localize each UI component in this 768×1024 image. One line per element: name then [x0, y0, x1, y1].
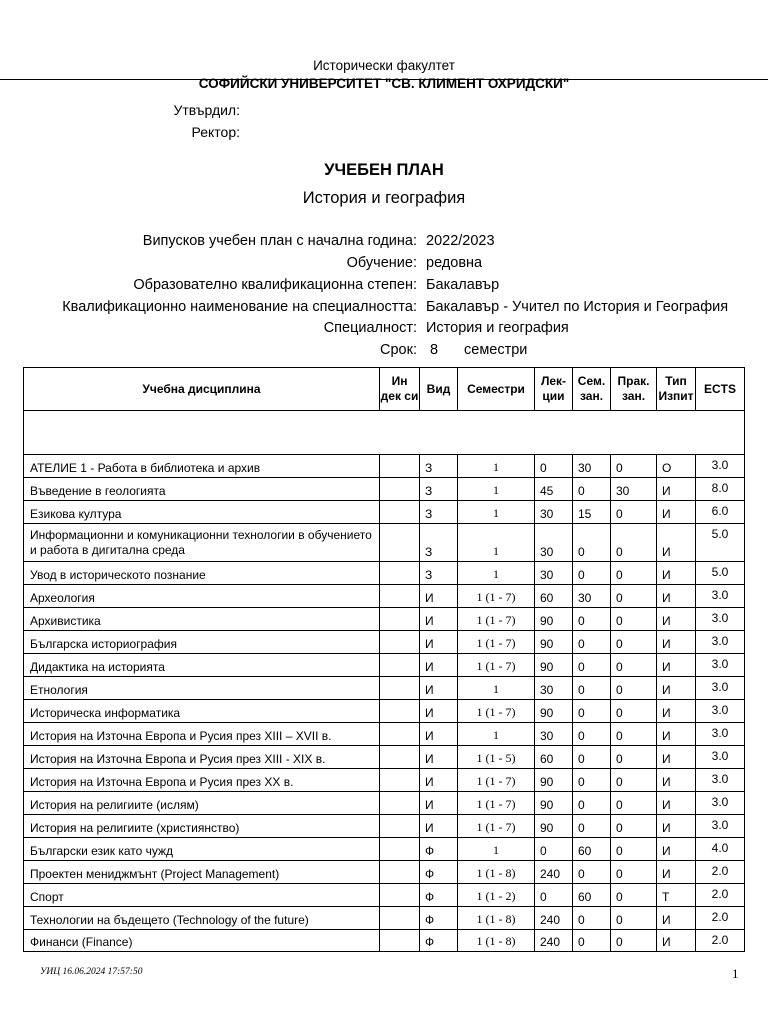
lectures-cell: 30	[535, 524, 573, 562]
page-number: 1	[732, 966, 739, 981]
index-cell	[380, 585, 420, 608]
discipline-cell: Проектен мениджмънт (Project Management)	[24, 861, 380, 884]
ects-cell: 5.0	[696, 562, 745, 585]
type-cell: И	[420, 654, 458, 677]
term-value: 8	[430, 342, 439, 358]
program-name: История и география	[302, 189, 466, 207]
index-cell	[380, 478, 420, 501]
lectures-cell: 240	[535, 861, 573, 884]
exam-type-cell: И	[657, 631, 696, 654]
semester-cell: 1	[458, 723, 535, 746]
table-row	[24, 907, 745, 930]
practice-cell: 0	[611, 792, 657, 815]
semester-cell: 1 (1 - 8)	[458, 930, 535, 952]
practice-cell: 0	[611, 524, 657, 562]
type-cell: И	[420, 700, 458, 723]
table-row	[24, 478, 745, 501]
discipline-cell: Информационни и комуникационни технологии в обучението и работа в дигитална среда	[24, 524, 380, 562]
index-cell	[380, 746, 420, 769]
year-label: Випусков учебен план с начална година:	[142, 233, 417, 249]
discipline-cell: АТЕЛИЕ 1 - Работа в библиотека и архив	[24, 455, 380, 478]
seminars-cell: 0	[573, 907, 611, 930]
degree-value: Бакалавър	[426, 277, 500, 293]
seminars-cell: 0	[573, 815, 611, 838]
ects-cell: 3.0	[696, 700, 745, 723]
index-cell	[380, 884, 420, 907]
table-row	[24, 608, 745, 631]
semester-cell: 1 (1 - 8)	[458, 861, 535, 884]
index-cell	[380, 700, 420, 723]
semester-cell: 1	[458, 478, 535, 501]
table-header-row	[24, 368, 745, 411]
exam-type-cell: И	[657, 769, 696, 792]
table-row	[24, 501, 745, 524]
qualification-label: Квалификационно наименование на специалността:	[62, 299, 417, 315]
header-seminars: Сем. зан.	[573, 368, 611, 411]
exam-type-cell: И	[657, 677, 696, 700]
table-row	[24, 861, 745, 884]
lectures-cell: 90	[535, 700, 573, 723]
type-cell: З	[420, 478, 458, 501]
table-row	[24, 677, 745, 700]
index-cell	[380, 769, 420, 792]
ects-cell: 3.0	[696, 815, 745, 838]
semester-cell: 1 (1 - 7)	[458, 654, 535, 677]
ects-cell: 6.0	[696, 501, 745, 524]
seminars-cell: 0	[573, 608, 611, 631]
lectures-cell: 45	[535, 478, 573, 501]
university-name: СОФИЙСКИ УНИВЕРСИТЕТ "СВ. КЛИМЕНТ ОХРИДСКИ"	[198, 76, 570, 91]
ects-cell: 4.0	[696, 838, 745, 861]
exam-type-cell: И	[657, 723, 696, 746]
discipline-cell: История на Източна Европа и Русия през XX в.	[24, 769, 380, 792]
ects-cell: 3.0	[696, 585, 745, 608]
study-label: Обучение:	[346, 255, 417, 271]
ects-cell: 2.0	[696, 884, 745, 907]
semester-cell: 1	[458, 562, 535, 585]
semester-cell: 1 (1 - 7)	[458, 631, 535, 654]
type-cell: И	[420, 792, 458, 815]
discipline-cell: Етнология	[24, 677, 380, 700]
discipline-cell: История на Източна Европа и Русия през XIII – XVII в.	[24, 723, 380, 746]
type-cell: З	[420, 455, 458, 478]
practice-cell: 0	[611, 608, 657, 631]
exam-type-cell: И	[657, 585, 696, 608]
type-cell: И	[420, 746, 458, 769]
lectures-cell: 0	[535, 884, 573, 907]
index-cell	[380, 907, 420, 930]
type-cell: Ф	[420, 907, 458, 930]
lectures-cell: 90	[535, 792, 573, 815]
header-practice: Прак. зан.	[611, 368, 657, 411]
seminars-cell: 30	[573, 585, 611, 608]
semester-cell: 1 (1 - 7)	[458, 608, 535, 631]
exam-type-cell: И	[657, 478, 696, 501]
ects-cell: 3.0	[696, 769, 745, 792]
index-cell	[380, 930, 420, 952]
discipline-cell: Въведение в геологията	[24, 478, 380, 501]
term-label: Срок:	[380, 342, 417, 358]
type-cell: Ф	[420, 930, 458, 952]
seminars-cell: 0	[573, 792, 611, 815]
semester-cell: 1	[458, 838, 535, 861]
seminars-cell: 0	[573, 478, 611, 501]
discipline-cell: Археология	[24, 585, 380, 608]
lectures-cell: 90	[535, 608, 573, 631]
type-cell: И	[420, 815, 458, 838]
discipline-cell: Финанси (Finance)	[24, 930, 380, 952]
discipline-cell: История на Източна Европа и Русия през XIII - XIX в.	[24, 746, 380, 769]
exam-type-cell: И	[657, 700, 696, 723]
table-row	[24, 562, 745, 585]
discipline-cell: Дидактика на историята	[24, 654, 380, 677]
ects-cell: 5.0	[696, 524, 745, 562]
index-cell	[380, 608, 420, 631]
type-cell: Ф	[420, 861, 458, 884]
seminars-cell: 0	[573, 769, 611, 792]
type-cell: И	[420, 631, 458, 654]
exam-type-cell: И	[657, 815, 696, 838]
specialty-label: Специалност:	[323, 320, 417, 336]
exam-type-cell: О	[657, 455, 696, 478]
type-cell: И	[420, 608, 458, 631]
practice-cell: 0	[611, 815, 657, 838]
discipline-cell: Български език като чужд	[24, 838, 380, 861]
practice-cell: 0	[611, 907, 657, 930]
index-cell	[380, 631, 420, 654]
lectures-cell: 90	[535, 654, 573, 677]
header-exam-type: Тип Изпит	[657, 368, 696, 411]
semester-cell: 1 (1 - 7)	[458, 792, 535, 815]
exam-type-cell: И	[657, 608, 696, 631]
exam-type-cell: И	[657, 930, 696, 952]
type-cell: Ф	[420, 884, 458, 907]
index-cell	[380, 524, 420, 562]
index-cell	[380, 501, 420, 524]
type-cell: Ф	[420, 838, 458, 861]
exam-type-cell: И	[657, 792, 696, 815]
faculty-name: Исторически факултет	[313, 58, 455, 73]
table-row	[24, 815, 745, 838]
lectures-cell: 240	[535, 930, 573, 952]
exam-type-cell: И	[657, 524, 696, 562]
exam-type-cell: И	[657, 861, 696, 884]
type-cell: И	[420, 585, 458, 608]
type-cell: И	[420, 723, 458, 746]
practice-cell: 0	[611, 455, 657, 478]
index-cell	[380, 455, 420, 478]
type-cell: И	[420, 769, 458, 792]
practice-cell: 0	[611, 677, 657, 700]
practice-cell: 0	[611, 861, 657, 884]
specialty-value: История и география	[426, 320, 569, 336]
discipline-cell: История на религиите (ислям)	[24, 792, 380, 815]
index-cell	[380, 654, 420, 677]
index-cell	[380, 838, 420, 861]
ects-cell: 3.0	[696, 608, 745, 631]
discipline-cell: Езикова култура	[24, 501, 380, 524]
lectures-cell: 60	[535, 746, 573, 769]
lectures-cell: 90	[535, 815, 573, 838]
table-row	[24, 769, 745, 792]
seminars-cell: 0	[573, 654, 611, 677]
semester-cell: 1 (1 - 7)	[458, 700, 535, 723]
lectures-cell: 90	[535, 631, 573, 654]
index-cell	[380, 562, 420, 585]
semester-cell: 1 (1 - 7)	[458, 769, 535, 792]
practice-cell: 0	[611, 723, 657, 746]
exam-type-cell: Т	[657, 884, 696, 907]
table-row	[24, 884, 745, 907]
study-value: редовна	[426, 255, 483, 271]
discipline-cell: Технологии на бъдещето (Technology of the future)	[24, 907, 380, 930]
discipline-cell: Архивистика	[24, 608, 380, 631]
print-stamp: УИЦ 16.06.2024 17:57:50	[40, 967, 143, 977]
seminars-cell: 0	[573, 631, 611, 654]
discipline-cell: История на религиите (християнство)	[24, 815, 380, 838]
lectures-cell: 30	[535, 501, 573, 524]
practice-cell: 0	[611, 838, 657, 861]
lectures-cell: 0	[535, 455, 573, 478]
ects-cell: 2.0	[696, 861, 745, 884]
seminars-cell: 0	[573, 562, 611, 585]
semester-cell: 1 (1 - 8)	[458, 907, 535, 930]
rector-label: Ректор:	[191, 124, 240, 140]
practice-cell: 0	[611, 884, 657, 907]
exam-type-cell: И	[657, 907, 696, 930]
seminars-cell: 0	[573, 700, 611, 723]
table-row	[24, 930, 745, 952]
index-cell	[380, 792, 420, 815]
discipline-cell: Историческа информатика	[24, 700, 380, 723]
seminars-cell: 0	[573, 930, 611, 952]
practice-cell: 0	[611, 700, 657, 723]
discipline-cell: Спорт	[24, 884, 380, 907]
term-unit: семестри	[464, 342, 528, 358]
header-type: Вид	[420, 368, 458, 411]
header-lectures: Лек-ции	[535, 368, 573, 411]
seminars-cell: 0	[573, 677, 611, 700]
ects-cell: 3.0	[696, 455, 745, 478]
table-row	[24, 792, 745, 815]
header-discipline: Учебна дисциплина	[24, 368, 380, 411]
practice-cell: 0	[611, 501, 657, 524]
table-row	[24, 631, 745, 654]
ects-cell: 2.0	[696, 907, 745, 930]
table-row	[24, 455, 745, 478]
lectures-cell: 60	[535, 585, 573, 608]
ects-cell: 3.0	[696, 631, 745, 654]
degree-label: Образователно квалификационна степен:	[133, 277, 417, 293]
lectures-cell: 0	[535, 838, 573, 861]
qualification-value: Бакалавър - Учител по История и География	[426, 299, 729, 315]
table-row	[24, 746, 745, 769]
approved-label: Утвърдил:	[173, 102, 240, 118]
ects-cell: 3.0	[696, 677, 745, 700]
lectures-cell: 30	[535, 723, 573, 746]
ects-cell: 3.0	[696, 654, 745, 677]
exam-type-cell: И	[657, 562, 696, 585]
lectures-cell: 30	[535, 677, 573, 700]
table-row	[24, 723, 745, 746]
header-index: Ин дек си	[380, 368, 420, 411]
practice-cell: 0	[611, 631, 657, 654]
index-cell	[380, 815, 420, 838]
type-cell: З	[420, 524, 458, 562]
semester-cell: 1 (1 - 7)	[458, 585, 535, 608]
ects-cell: 3.0	[696, 792, 745, 815]
lectures-cell: 240	[535, 907, 573, 930]
year-value: 2022/2023	[426, 233, 495, 249]
table-row	[24, 700, 745, 723]
semester-cell: 1	[458, 455, 535, 478]
lectures-cell: 90	[535, 769, 573, 792]
ects-cell: 3.0	[696, 746, 745, 769]
ects-cell: 2.0	[696, 930, 745, 952]
type-cell: И	[420, 677, 458, 700]
practice-cell: 0	[611, 562, 657, 585]
header-ects: ECTS	[696, 368, 745, 411]
semester-cell: 1	[458, 677, 535, 700]
index-cell	[380, 677, 420, 700]
seminars-cell: 0	[573, 746, 611, 769]
exam-type-cell: И	[657, 746, 696, 769]
table-row	[24, 654, 745, 677]
seminars-cell: 15	[573, 501, 611, 524]
table-row	[24, 585, 745, 608]
semester-cell: 1 (1 - 5)	[458, 746, 535, 769]
index-cell	[380, 861, 420, 884]
exam-type-cell: И	[657, 501, 696, 524]
semester-cell: 1	[458, 524, 535, 562]
type-cell: З	[420, 501, 458, 524]
index-cell	[380, 723, 420, 746]
type-cell: З	[420, 562, 458, 585]
seminars-cell: 60	[573, 838, 611, 861]
seminars-cell: 0	[573, 861, 611, 884]
practice-cell: 0	[611, 746, 657, 769]
ects-cell: 3.0	[696, 723, 745, 746]
discipline-cell: Увод в историческото познание	[24, 562, 380, 585]
semester-cell: 1	[458, 501, 535, 524]
practice-cell: 0	[611, 585, 657, 608]
semester-cell: 1 (1 - 2)	[458, 884, 535, 907]
practice-cell: 0	[611, 930, 657, 952]
exam-type-cell: И	[657, 838, 696, 861]
seminars-cell: 0	[573, 723, 611, 746]
discipline-cell: Българска историография	[24, 631, 380, 654]
seminars-cell: 60	[573, 884, 611, 907]
document-title: УЧЕБЕН ПЛАН	[324, 161, 444, 179]
seminars-cell: 30	[573, 455, 611, 478]
exam-type-cell: И	[657, 654, 696, 677]
blank-row	[24, 411, 745, 455]
practice-cell: 0	[611, 654, 657, 677]
practice-cell: 0	[611, 769, 657, 792]
table-row	[24, 524, 745, 562]
curriculum-table	[23, 367, 745, 952]
practice-cell: 30	[611, 478, 657, 501]
table-row	[24, 838, 745, 861]
semester-cell: 1 (1 - 7)	[458, 815, 535, 838]
seminars-cell: 0	[573, 524, 611, 562]
lectures-cell: 30	[535, 562, 573, 585]
ects-cell: 8.0	[696, 478, 745, 501]
header-semesters: Семестри	[458, 368, 535, 411]
